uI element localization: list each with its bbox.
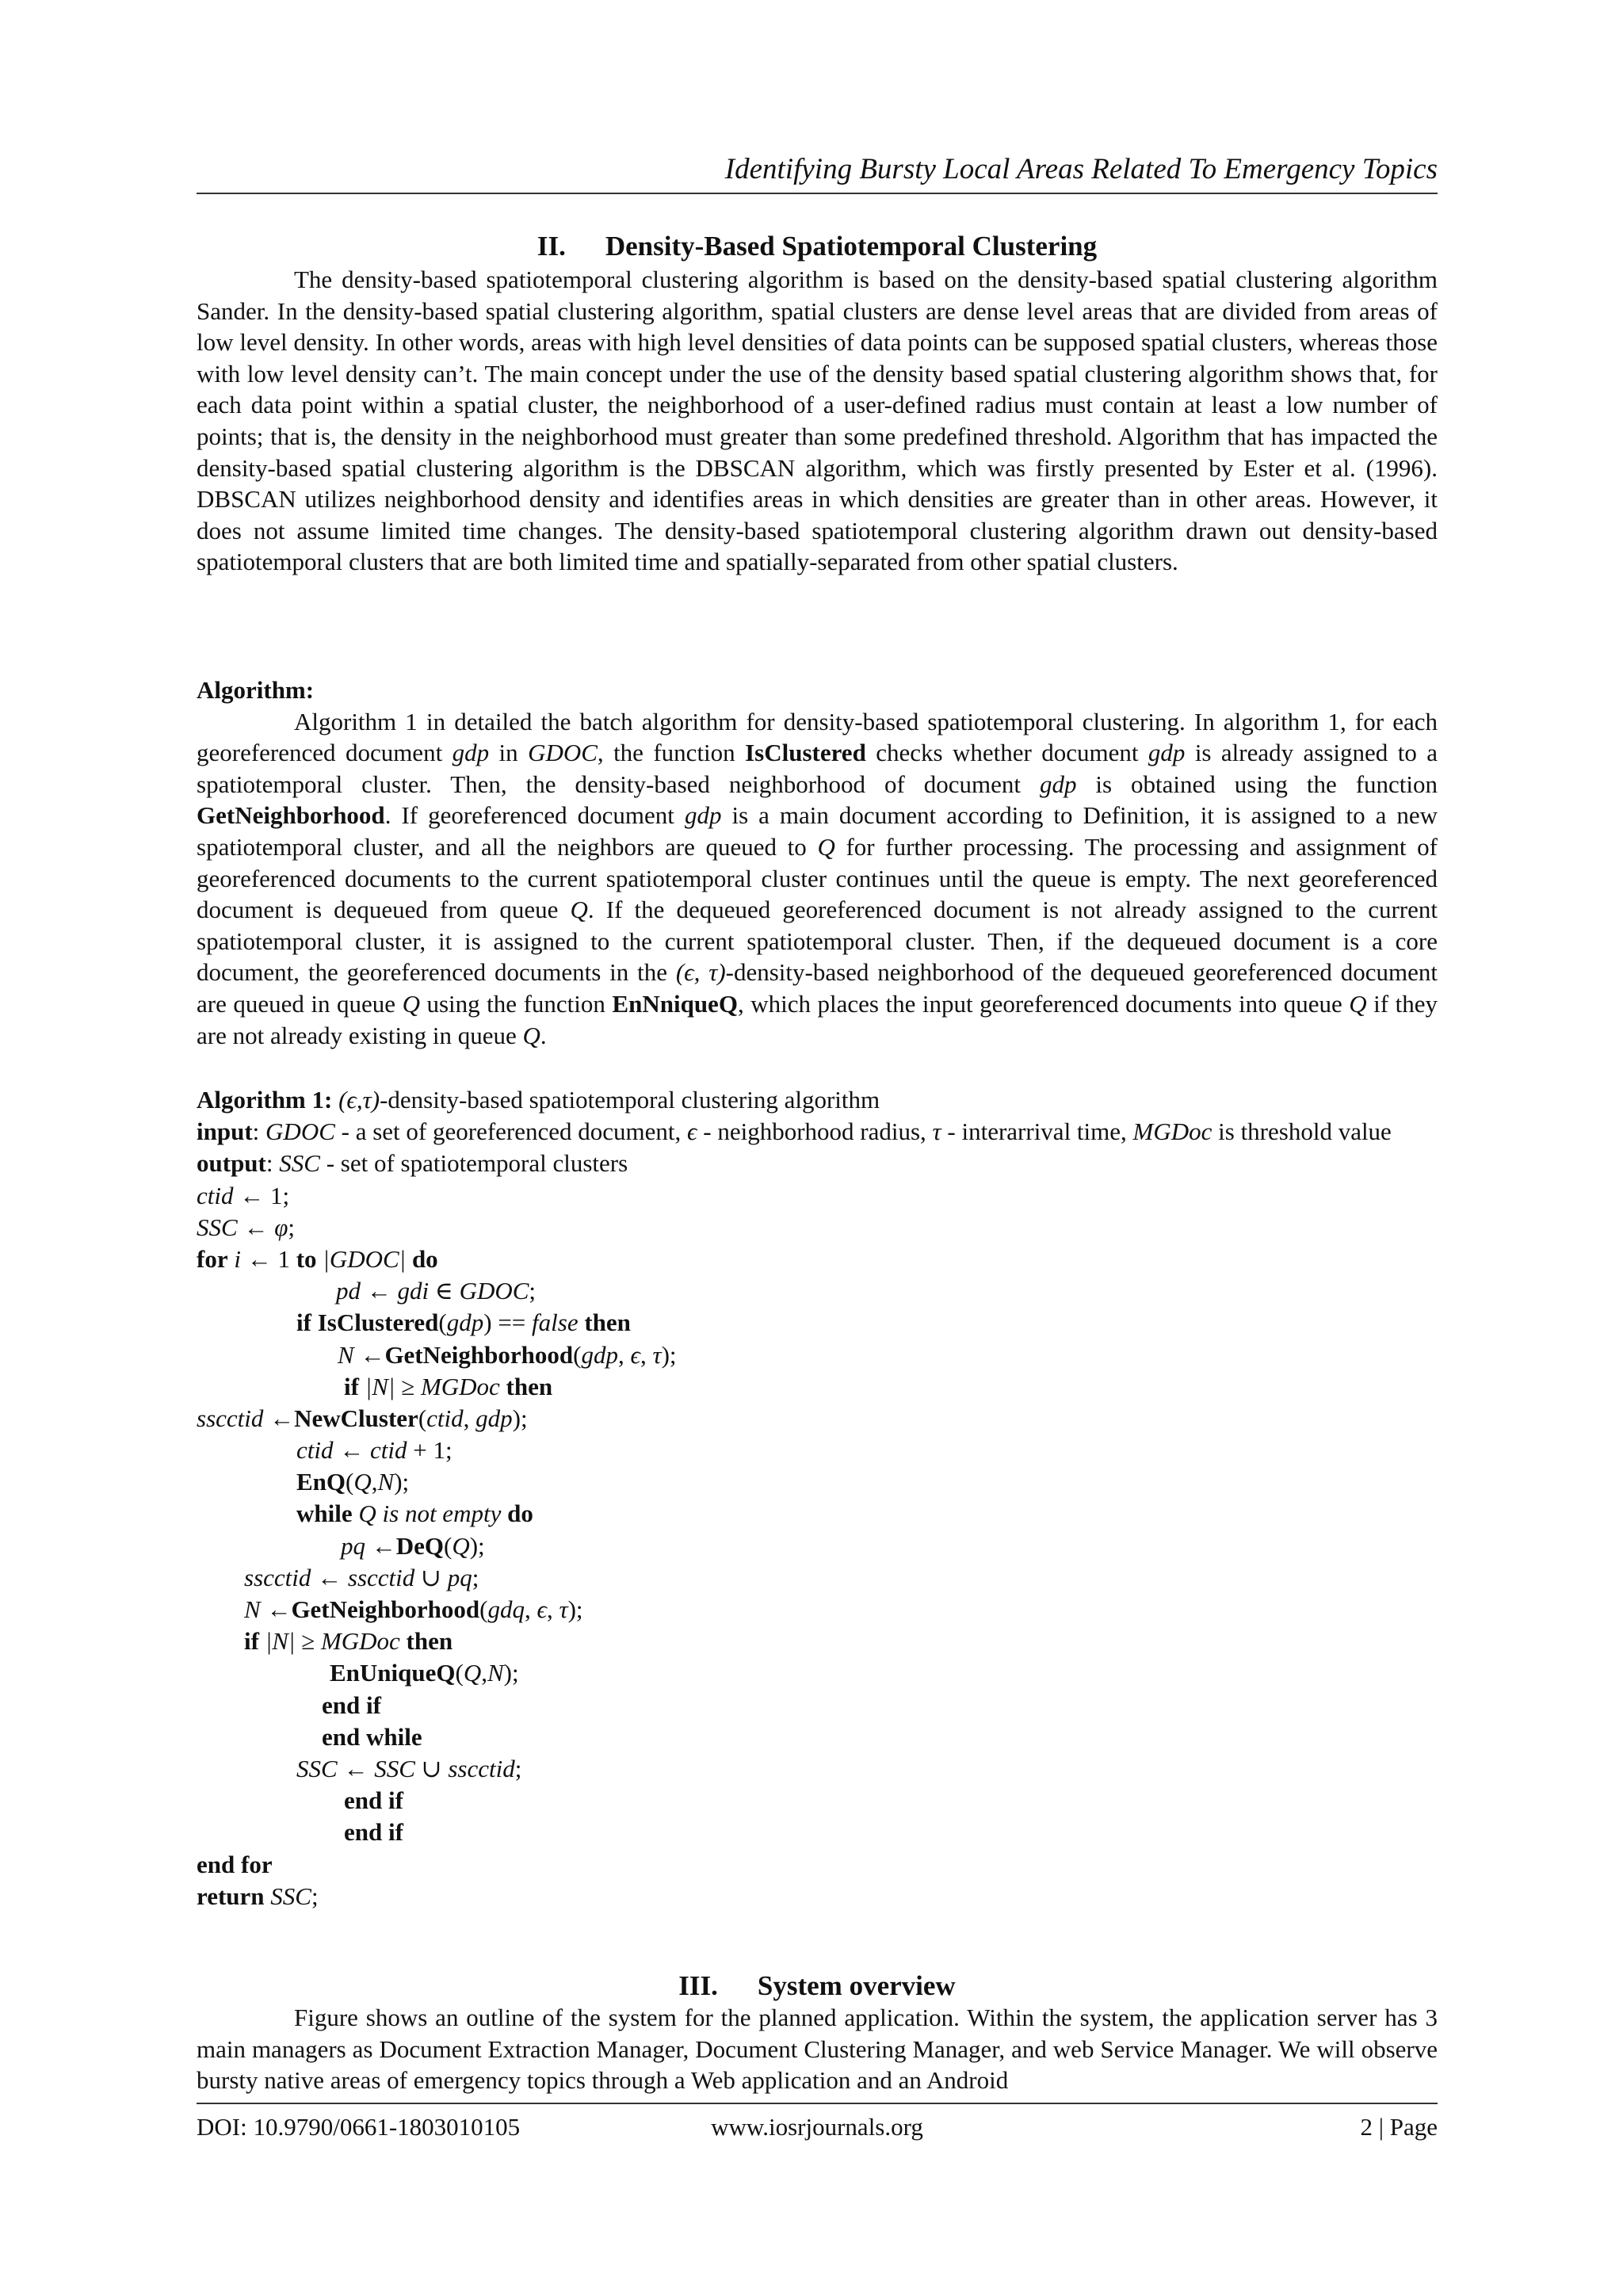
code-line: for i ← 1 to |GDOC| do	[197, 1244, 438, 1273]
paragraph: Figure shows an outline of the system for the planned application. Within the system, the application server has 3 main managers as Document Extraction Manager, Document Clustering Manager, and web Service Manager. We will observe bursty native areas of emergency topics through a Web application and an Android	[197, 2004, 1438, 2095]
code-line: EnQ(Q,N);	[296, 1468, 410, 1496]
section-ii-heading	[197, 230, 1438, 263]
code-line: pd ← gdi ∈ GDOC;	[336, 1277, 537, 1305]
code-line: EnUniqueQ(Q,N);	[330, 1659, 519, 1687]
code-line: end while	[322, 1722, 422, 1751]
code-line: N ←GetNeighborhood(gdq, ϵ, τ);	[244, 1595, 583, 1624]
footer-page-number: 2 | Page	[1360, 2113, 1438, 2141]
code-line: end if	[344, 1786, 403, 1815]
code-line: SSC ← φ;	[197, 1213, 295, 1241]
header-rule	[197, 193, 1438, 194]
paragraph: The density-based spatiotemporal clustering algorithm is based on the density-based spatial clustering algorithm Sander. In the density-based spatial clustering algorithm, spatial clusters are dense level areas that are divided from areas of low level density. In other words, areas with high level densities of data points can be supposed spatial clusters, whereas those with low level density can’t. The main concept under the use of the density based spatial clustering algorithm shows that, for each data point within a spatial cluster, the neighborhood of a user-defined radius must contain at least a low number of points; that is, the density in the neighborhood must greater than some predefined threshold. Algorithm that has impacted the density-based spatial clustering algorithm is the DBSCAN algorithm, which was firstly presented by Ester et al. (1996). DBSCAN utilizes neighborhood density and identifies areas in which densities are greater than in other areas. However, it does not assume limited time changes. The density-based spatiotemporal clustering algorithm drawn out density-based spatiotemporal clusters that are both limited time and spatially-separated from other spatial clusters.	[197, 266, 1438, 576]
algorithm-caption: Algorithm 1: (ϵ,τ)-density-based spatiotemporal clustering algorithm	[197, 1086, 880, 1114]
algorithm-input: input: GDOC - a set of georeferenced document, ϵ - neighborhood radius, τ - interarrival time, MGDoc is threshold value	[197, 1117, 1392, 1146]
section-number: III.	[678, 1970, 718, 2001]
code-line: SSC ← SSC ∪ sscctid;	[296, 1754, 522, 1782]
algorithm-heading: Algorithm:	[197, 676, 315, 704]
code-line: N ←GetNeighborhood(gdp, ϵ, τ);	[338, 1340, 677, 1369]
algorithm-description: Algorithm 1 in detailed the batch algorithm for density-based spatiotemporal clustering. In algorithm 1, for each georeferenced document gdp in GDOC, the function IsClustered checks whether document gdp is already assigned to a spatiotemporal cluster. Then, the density-based neighborhood of document gdp is obtained using the function GetNeighborhood. If georeferenced document gdp is a main document according to Definition, it is assigned to a new spatiotemporal cluster, and all the neighbors are queued to Q for further processing. The processing and assignment of georeferenced documents to the current spatiotemporal cluster continues until the queue is empty. The next georeferenced document is dequeued from queue Q. If the dequeued georeferenced document is not already assigned to the current spatiotemporal cluster, it is assigned to the current spatiotemporal cluster. Then, if the dequeued document is a core document, the georeferenced documents in the (ϵ, τ)-density-based neighborhood of the dequeued georeferenced document are queued in queue Q using the function EnNniqueQ, which places the input georeferenced documents into queue Q if they are not already existing in queue Q.	[197, 707, 1438, 1049]
algorithm-output: output: SSC - set of spatiotemporal clusters	[197, 1149, 628, 1178]
section-iii-heading	[197, 1969, 1438, 2003]
code-line: end if	[322, 1690, 381, 1719]
footer-site[interactable]: www.iosrjournals.org	[711, 2113, 923, 2141]
running-header: Identifying Bursty Local Areas Related To Emergency Topics	[724, 153, 1438, 185]
code-line: end if	[344, 1818, 403, 1847]
algorithm-listing	[197, 1084, 1438, 1912]
algorithm-intro	[197, 674, 1438, 1051]
code-line: if |N| ≥ MGDoc then	[244, 1627, 453, 1656]
code-line: while Q is not empty do	[296, 1499, 533, 1528]
code-line: if IsClustered(gdp) == false then	[296, 1308, 631, 1337]
section-title: System overview	[757, 1970, 956, 2001]
code-line: sscctid ← sscctid ∪ pq;	[244, 1563, 479, 1591]
code-line: ctid ← ctid + 1;	[296, 1436, 453, 1465]
code-line: if |N| ≥ MGDoc then	[344, 1372, 553, 1400]
section-title: Density-Based Spatiotemporal Clustering	[605, 231, 1098, 262]
code-line: sscctid ←NewCluster(ctid, gdp);	[197, 1404, 528, 1432]
code-line: return SSC;	[197, 1881, 319, 1910]
page-footer	[197, 2111, 1438, 2143]
code-line: pq ←DeQ(Q);	[341, 1531, 485, 1560]
footer-doi: DOI: 10.9790/0661-1803010105	[197, 2113, 521, 2141]
code-line: end for	[197, 1850, 273, 1878]
section-iii-body	[197, 2002, 1438, 2096]
section-number: II.	[537, 231, 566, 262]
footer-rule	[197, 2103, 1438, 2104]
code-line: ctid ← 1;	[197, 1181, 290, 1209]
section-ii-body	[197, 264, 1438, 578]
